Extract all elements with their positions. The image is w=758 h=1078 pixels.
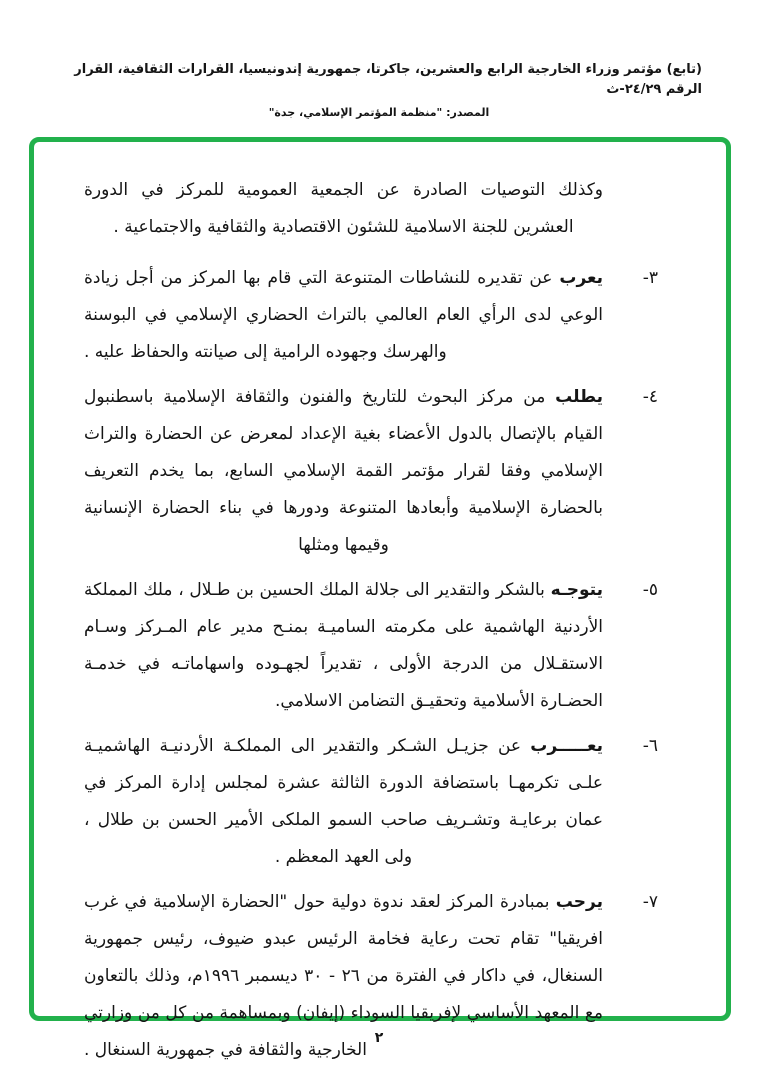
item-paragraph (84, 728, 603, 876)
item-paragraph (84, 260, 603, 371)
intro-paragraph: وكذلك التوصيات الصادرة عن الجمعية العمومية للمركز في الدورة العشرين للجنة الاسلامية للشئون الاقتصادية والثقافية والاجتماعية . (84, 180, 603, 237)
item-number: ٤- (642, 387, 658, 407)
item-number: ٥- (642, 580, 658, 600)
resolution-item (84, 379, 658, 564)
item-text: عن تقديره للنشاطات المتنوعة التي قام بها المركز من أجل زيادة الوعي لدى الرأي العام العالمي بالتراث الحضاري الإسلامي في البوسنة والهرسك وجهوده الرامية إلى صيانته والحفاظ عليه . (84, 268, 603, 362)
item-number: ٦- (642, 736, 658, 756)
item-text: بمبادرة المركز لعقد ندوة دولية حول "الحضارة الإسلامية في غرب افريقيا" تقام تحت رعاية فخامة الرئيس عبدو ضيوف، رئيس جمهورية السنغال، في داكار في الفترة من ٢٦ - ٣٠ ديسمبر ١٩٩٦م، وذلك بالتعاون مع المعهد الأساسي لإفريقيا السوداء (إيفان) وبمساهمة من كل من وزارتي الخارجية والثقافة في جمهورية السنغال . (84, 892, 603, 1060)
page-number: ٢ (374, 1030, 384, 1046)
item-lead-word: يرحب (555, 892, 603, 912)
header-title: (تابع) مؤتمر وزراء الخارجية الرابع والعشرين، جاكرتا، جمهورية إندونيسيا، القرارات الثقافية، القرار الرقم ٢٤/٢٩-ث (74, 62, 702, 97)
resolution-items (84, 260, 658, 1069)
resolution-item (84, 572, 658, 720)
item-paragraph (84, 572, 603, 720)
item-lead-word: يعرب (559, 268, 603, 288)
item-text: بالشكر والتقدير الى جلالة الملك الحسين بن طـلال ، ملك المملكة الأردنية الهاشمية على مكرمته الساميـة بمنـح مدير عام المـركز وسـام الاستقـلال من الدرجة الأولى ، تقديراً لجهـوده واسهاماتـه في خدمـة الحضـارة الأسلامية وتحقيـق التضامن الاسلامي. (84, 580, 603, 711)
header-source: المصدر: "منظمة المؤتمر الإسلامي، جدة" (268, 106, 490, 119)
item-paragraph (84, 379, 603, 564)
item-lead-word: يتوجـه (550, 580, 604, 600)
item-text: من مركز البحوث للتاريخ والفنون والثقافة الإسلامية باسطنبول القيام بالإتصال بالدول الأعضاء بغية الإعداد لمعرض عن الحضارة والتراث الإسلامي وفقا لقرار مؤتمر القمة الإسلامي السابع، بما يخدم التعريف بالحضارة الإسلامية وأبعادها المتنوعة ودورها في بناء الحضارة الإنسانية وقيمها ومثلها (84, 387, 603, 555)
green-border-frame (29, 137, 731, 1060)
item-text: عن جزيـل الشـكر والتقدير الى المملكـة الأردنيـة الهاشميـة علـى تكرمهـا باستضافة الدورة الثالثة عشرة لمجلس إدارة المركز في عمان برعايـة وتشـريف صاحب السمو الملكى الأمير الحسن بن طلال ، ولى العهد المعظم . (84, 736, 603, 867)
item-lead-word: يطلب (555, 387, 603, 407)
resolution-item (84, 728, 658, 876)
item-number: ٧- (642, 892, 658, 912)
item-number: ٣- (642, 268, 658, 288)
item-lead-word: يعـــــرب (530, 736, 603, 756)
resolution-item (84, 260, 658, 371)
document-header (0, 60, 758, 119)
